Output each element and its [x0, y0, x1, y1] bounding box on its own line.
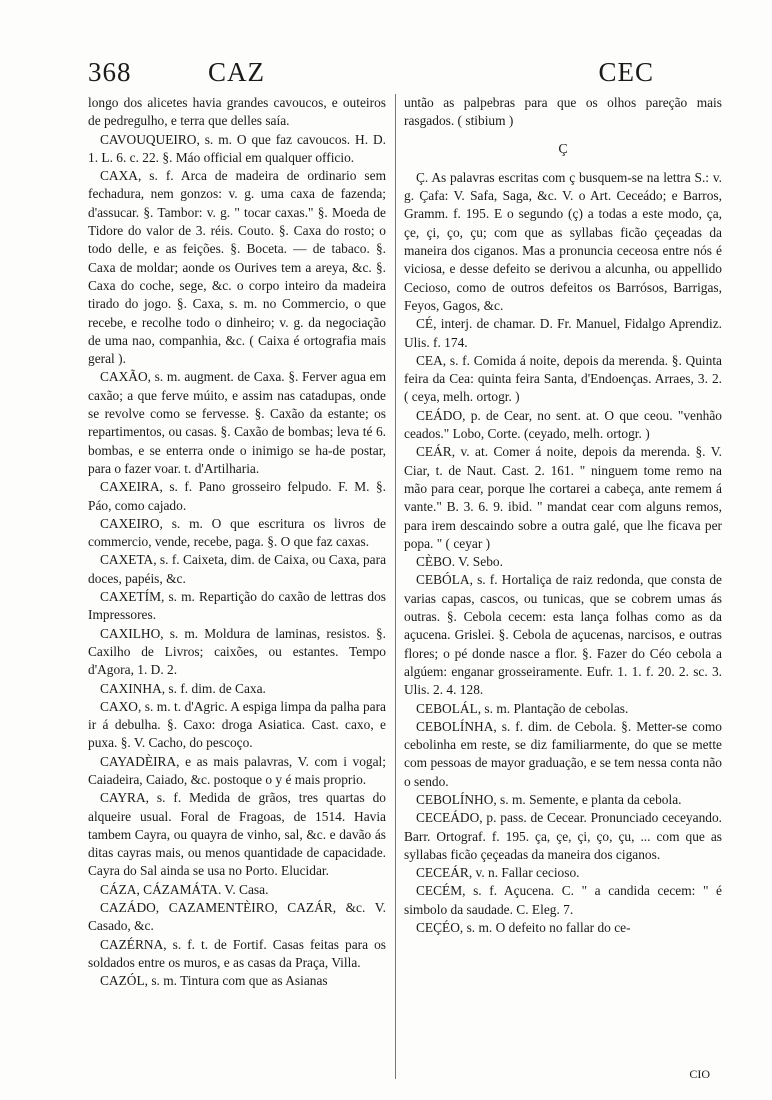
entry-ceceado: CECEÁDO, p. pass. de Cecear. Pronunciado ceceyando. Barr. Ortograf. f. 195. ça, çe, çi, ço, çu, ... com que as syllabas ficão çeçeadas da maneira dos ciganos. [404, 810, 722, 862]
entry-caza: CÁZA, CÁZAMÁTA. V. Casa. [100, 881, 269, 897]
right-column [404, 94, 722, 1084]
entry-cebo: CÈBO. V. Sebo. [416, 554, 503, 570]
column-divider [395, 94, 396, 1079]
entry-caxa: CAXA, s. f. Arca de madeira de ordinario sem fechadura, nem gonzos: v. g. uma caxa de fazenda; d'assucar. §. Tambor: v. g. " tocar caxas." §. Moeda de Tidore do valor de 3. réis. Couto. §. Caxa do rosto; o todo delle, e as feições. §. Boceta. — de tabaco. §. Caxa de moldar; aonde os Ourives tem a areya, &c. §. Caxa do coche, sege, &c. o corpo inteiro da madeira tirado do jogo. §. Caxa, s. m. no Commercio, o que recebe, e recolhe todo o dinheiro; v. g. da negociação de uma nao, companhia, &c. ( Caixa é ortografia mais geral ). [88, 168, 386, 367]
entry-cear: CEÁR, v. at. Comer á noite, depois da merenda. §. V. Ciar, t. de Naut. Cast. 2. 161. " ninguem tome remo na mão para cear, porque lhe cortarei a cabeça, ante remem á vante." B. 3. 6. 9. ibid. " mandat cear com alguns remos, para irem descaindo sobre a outra galé, que lhe ficava per popa. " ( ceyar ) [404, 444, 722, 551]
entry-caxao: CAXÃO, s. m. augment. de Caxa. §. Ferver agua em caxão; a que ferve múito, e assim nas catadupas, onde se revolve como se fervesse. §. Caxão da estante; os repartimentos, ou casas. §. Caxão de bombas; leva té 6. bombas, e se enterra onde o inimigo se ha-de postar, para o fazer voar. t. d'Artilharia. [88, 369, 386, 476]
section-letter: Ç [558, 141, 568, 157]
entry-cea: CEA, s. f. Comida á noite, depois da merenda. §. Quinta feira da Cea: quinta feira Santa, d'Endoenças. Arraes, 3. 2. ( ceya, melh. ortogr. ) [404, 352, 722, 405]
entry-cayadeira: CAYADÈIRA, e as mais palavras, V. com i vogal; Caiadeira, Caiado, &c. postoque o y é mais proprio. [88, 753, 386, 787]
entry-ce: CÉ, interj. de chamar. D. Fr. Manuel, Fidalgo Aprendiz. Ulis. f. 174. [404, 316, 722, 350]
entry-c-cedilla: Ç. As palavras escritas com ç busquem-se na lettra S.: v. g. Çafa: V. Safa, Saga, &c. V. o Art. Ceceádo; e Barros, Gramm. f. 195. E o segundo (ç) a todas a este modo, ça, çe, çi, ço, çu; com que as syllabas ficão çeçeadas da maneira dos ciganos. Mas a pronuncia ceceosa entre nós é viciosa, e desse defeito se derivou a alcunha, ou appellido Cecioso, como de outros defeitos os Barrósos, Barrigas, Feyos, Gagos, &c. [404, 169, 722, 313]
entry-cebola: CEBÓLA, s. f. Hortaliça de raiz redonda, que consta de varias capas, cascos, ou tunicas, que se cobrem umas ás outras. §. Cebola cecem: esta lança folhas como as da açucena. Grislei. §. Cebola de açucenas, narcisos, e outras flores; o pé donde nasce a flor. §. Fazer do Céo cebola a algúem: enganar grosseiramente. Eufr. 1. 1. f. 20. 2. sc. 3. Ulis. 2. 4. 128. [404, 572, 722, 698]
entry-cazol: CAZÓL, s. m. Tintura com que as Asianas [100, 973, 328, 989]
page-header [88, 52, 714, 92]
entry-cebolinho: CEBOLÍNHO, s. m. Semente, e planta da cebola. [416, 791, 682, 807]
entry-cebolinha: CEBOLÍNHA, s. f. dim. de Cebola. §. Metter-se como cebolinha em reste, se diz familiarmente, do que se mette com pessoas de mayor graduação, e se tem nessa conta não o sendo. [404, 718, 722, 789]
left-column [88, 94, 386, 1084]
entry-caxinha: CAXINHA, s. f. dim. de Caxa. [100, 680, 266, 696]
entry-continuation: longo dos alicetes havia grandes cavoucos, e outeiros de pedregulho, e terra que delles saía. [88, 95, 386, 129]
entry-cecear: CECEÁR, v. n. Fallar cecioso. [416, 865, 580, 881]
entry-caxeta: CAXETA, s. f. Caixeta, dim. de Caixa, ou Caxa, para doces, papéis, &c. [88, 552, 386, 586]
right-guide-word: CEC [598, 57, 654, 87]
entry-cazado: CAZÁDO, CAZAMENTÈIRO, CAZÁR, &c. V. Casado, &c. [88, 900, 386, 934]
entry-caxeiro: CAXEIRO, s. m. O que escritura os livros de commercio, vende, recebe, paga. §. O que faz caxas. [88, 515, 386, 550]
entry-ceceo: CEÇÉO, s. m. O defeito no fallar do ce- [416, 920, 631, 936]
entry-cavouqueiro: CAVOUQUEIRO, s. m. O que faz cavoucos. H. D. 1. L. 6. c. 22. §. Máo official em qualquer officio. [88, 131, 386, 165]
entry-caxetim: CAXETÍM, s. m. Repartição do caxão de lettras dos Impressores. [88, 589, 386, 623]
entry-cecem: CECÉM, s. f. Açucena. C. " a candida cecem: " é simbolo da saudade. C. Eleg. 7. [404, 883, 722, 917]
entry-cayra: CAYRA, s. f. Medida de grãos, tres quartas do alqueire usual. Foral de Fragoas, de 1514. Havia tambem Cayra, ou quayra de vinho, sal, &c. e davão ás ditas cayras mais, ou menos quantidade de capacidade. Cayra do Sal ainda se usa no Porto. Elucidar. [88, 790, 386, 879]
entry-caxo: CAXO, s. m. t. d'Agric. A espiga limpa da palha para ir á debulha. §. Caxo: droga Asiatica. Cast. caxo, e puxa. §. V. Cacho, do pescoço. [88, 698, 386, 751]
entry-cebolal: CEBOLÁL, s. m. Plantação de cebolas. [416, 700, 629, 716]
entry-caxeira: CAXEIRA, s. f. Pano grosseiro felpudo. F. M. §. Páo, como cajado. [88, 479, 386, 513]
page-number: 368 [88, 57, 132, 87]
entry-caxilho: CAXILHO, s. m. Moldura de laminas, resistos. §. Caxilho de Livros; caixões, ou estantes. Tempo d'Agora, 1. D. 2. [88, 625, 386, 678]
catchword: CIO [689, 1067, 710, 1081]
entry-cazerna: CAZÉRNA, s. f. t. de Fortif. Casas feitas para os soldados entre os muros, e as casas da Praça, Villa. [88, 936, 386, 970]
entry-continuation: untão as palpebras para que os olhos pareção mais rasgados. ( stibium ) [404, 95, 722, 129]
left-guide-word: CAZ [208, 57, 265, 87]
entry-ceado: CEÁDO, p. de Cear, no sent. at. O que ceou. "venhão ceados." Lobo, Corte. (ceyado, melh. ortogr. ) [404, 407, 722, 442]
